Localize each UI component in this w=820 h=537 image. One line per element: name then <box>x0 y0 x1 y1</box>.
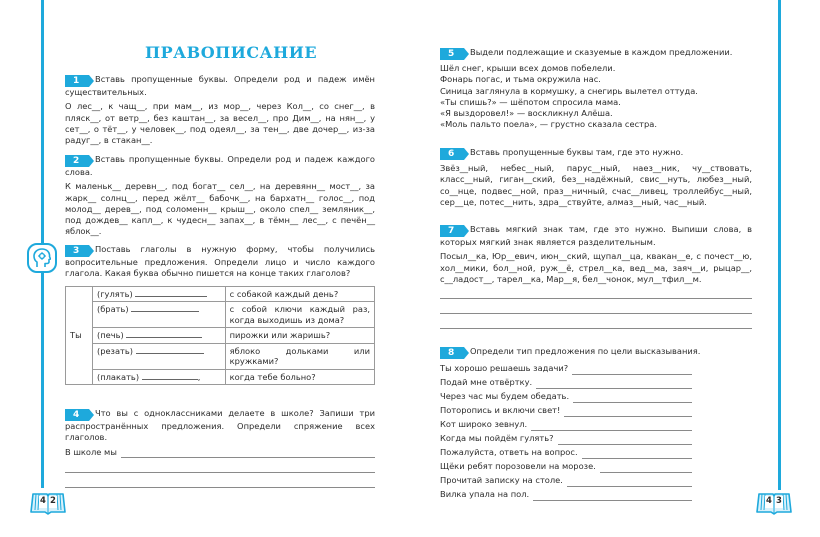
task-instruction: Вставь пропущенные буквы там, где это нужно. <box>470 147 684 157</box>
sentence: Синица заглянула в кормушку, а снегирь вылетел оттуда. <box>440 85 698 96</box>
task-number-badge: 4 <box>65 409 89 421</box>
verb-table <box>65 286 375 386</box>
task-7 <box>440 224 752 329</box>
task-number-badge: 8 <box>440 347 464 359</box>
table-row <box>66 343 375 369</box>
answer-blank[interactable] <box>572 366 692 375</box>
answer-blank[interactable] <box>564 408 692 417</box>
sentence-row[interactable]: Щёки ребят порозовели на морозе. <box>440 459 692 473</box>
page-number-digit: 3 <box>776 496 782 506</box>
sentence-list <box>440 361 692 501</box>
task-instruction: Выдели подлежащие и сказуемые в каждом предложении. <box>470 47 733 57</box>
task-instruction: Вставь пропущенные буквы. Определи род и падеж имён существительных. <box>65 74 375 97</box>
table-row <box>66 302 375 328</box>
answer-blank[interactable] <box>533 492 692 501</box>
answer-blank[interactable] <box>573 394 692 403</box>
answer-blank[interactable] <box>135 289 207 297</box>
task-text: Звёз__ный, небес__ный, парус__ный, наез__ник, чу__ствовать, класс__ный, гиган__ский, без__надёжный, свис__нуть, любез__ный, со__нце, подвес__ной, праз__ничный, счас__ливец, троллейбус__ный, сер__це, потес__нить, здра__ствуйте, алмаз__ный, час__ный. <box>440 163 752 207</box>
answer-blank[interactable] <box>582 450 692 459</box>
sentence-row[interactable]: Через час мы будем обедать. <box>440 389 692 403</box>
answer-line[interactable] <box>440 316 752 329</box>
sentence: «Я выздоровел!» — воскликнул Алёша. <box>440 108 613 119</box>
task-instruction: Определи тип предложения по цели высказывания. <box>470 346 701 356</box>
task-instruction: Поставь глаголы в нужную форму, чтобы получились вопросительные предложения. Определи лицо и число каждого глагола. Какая буква обычно пишется на конце таких глаголов? <box>65 244 375 279</box>
task-text: О лес__, к чащ__, при мам__, из мор__, через Кол__, со снег__, в пляск__, от ветр__, без каштан__, за весел__, про Дим__, на нян__, у сет__, о тёт__, у человек__, под одеял__, за тен__, две дочер__, из-за радуг__, в стакан__. <box>65 101 375 146</box>
continuation-cell: яблоко дольками или кружками? <box>225 343 374 369</box>
sentence-row[interactable]: Прочитай записку на столе. <box>440 473 692 487</box>
answer-line[interactable] <box>65 447 375 458</box>
task-5 <box>440 47 752 131</box>
sentence-row[interactable]: Кот широко зевнул. <box>440 417 692 431</box>
task-number-badge: 3 <box>65 245 89 257</box>
task-8 <box>440 346 701 501</box>
page-title: ПРАВОПИСАНИЕ <box>145 43 318 62</box>
verb-cell: (брать) <box>92 302 225 328</box>
verb-cell: (плакать) , <box>92 369 225 385</box>
answer-line[interactable] <box>440 301 752 314</box>
answer-blank[interactable] <box>567 478 692 487</box>
answer-blank[interactable] <box>142 372 198 380</box>
page-number-digit: 4 <box>766 496 772 506</box>
task-number-badge: 7 <box>440 225 464 237</box>
task-6 <box>440 147 752 208</box>
task-number-badge: 5 <box>440 48 464 60</box>
sentence-row[interactable]: Ты хорошо решаешь задачи? <box>440 361 692 375</box>
answer-blank[interactable] <box>600 464 692 473</box>
continuation-cell: с собой ключи каждый раз, когда выходишь из дома? <box>225 302 374 328</box>
task-number-badge: 1 <box>65 75 89 87</box>
answer-prompt: В школе мы <box>65 446 117 457</box>
task-sentences <box>440 63 752 131</box>
answer-blank[interactable] <box>531 422 692 431</box>
page-number-book <box>30 491 66 517</box>
sentence-row[interactable]: Пожалуйста, ответь на вопрос. <box>440 445 692 459</box>
verb-cell: (гулять) <box>92 286 225 302</box>
task-4 <box>65 408 375 488</box>
verb-cell: (печь) <box>92 328 225 344</box>
task-instruction: Что вы с одноклассниками делаете в школе? Запиши три распространённых предложения. Определи спряжение всех глаголов. <box>65 408 375 443</box>
sentence-row[interactable]: Поторопись и включи свет! <box>440 403 692 417</box>
continuation-cell: с собакой каждый день? <box>225 286 374 302</box>
task-text: К маленьк__ деревн__, под богат__ сел__, на деревянн__ мост__, за жарк__ солнц__, перед жёлт__ бабочк__, на бархатн__ голос__, под молод__ дерев__, под соломенн__ крыш__, около спел__ земляник__, под дождев__ капл__, к чудесн__ запах__, в тёмн__ лес__, с печён__ яблок__. <box>65 181 375 237</box>
sentence: «Моль пальто поела», — грустно сказала сестра. <box>440 119 657 130</box>
answer-blank[interactable] <box>126 330 202 338</box>
table-row <box>66 286 375 302</box>
head-gear-icon <box>27 243 57 273</box>
answer-blank[interactable] <box>131 304 199 312</box>
answer-blank[interactable] <box>558 436 692 445</box>
task-instruction: Вставь пропущенные буквы. Определи род и падеж каждого слова. <box>65 154 375 177</box>
page-number-digit: 4 <box>40 496 46 506</box>
task-number-badge: 6 <box>440 148 464 160</box>
answer-line[interactable] <box>440 286 752 299</box>
continuation-cell: когда тебе больно? <box>225 369 374 385</box>
answer-line[interactable] <box>65 460 375 473</box>
table-row <box>66 369 375 385</box>
table-row <box>66 328 375 344</box>
task-text: Посыл__ка, Юр__евич, июн__ский, щупал__ца, квакан__е, с почест__ю, хол__мики, бол__ной, руж__ё, стрел__ка, вед__ма, заяч__и, рыцар__, с__ладост__, тарел__ка, Мар__я, бел__чонок, мул__тфил__м. <box>440 251 752 284</box>
verb-cell: (резать) <box>92 343 225 369</box>
task-2 <box>65 154 375 238</box>
task-1 <box>65 74 375 146</box>
continuation-cell: пирожки или жаришь? <box>225 328 374 344</box>
page-number-book <box>756 491 792 517</box>
answer-blank[interactable] <box>536 380 692 389</box>
sentence-row[interactable]: Когда мы пойдём гулять? <box>440 431 692 445</box>
sentence-row[interactable]: Вилка упала на пол. <box>440 487 692 501</box>
task-3 <box>65 244 375 385</box>
answer-blank[interactable] <box>136 346 204 354</box>
task-number-badge: 2 <box>65 155 89 167</box>
right-margin-rule <box>778 0 781 490</box>
sentence: Шёл снег, крыши всех домов побелели. <box>440 63 616 73</box>
answer-line[interactable] <box>65 475 375 488</box>
pronoun-cell: Ты <box>66 286 93 385</box>
sentence-row[interactable]: Подай мне отвёртку. <box>440 375 692 389</box>
sentence: Фонарь погас, и тьма окружила нас. <box>440 74 601 85</box>
page-number-digit: 2 <box>50 496 56 506</box>
sentence: «Ты спишь?» — шёпотом спросила мама. <box>440 96 621 107</box>
task-instruction: Вставь мягкий знак там, где это нужно. Выпиши слова, в которых мягкий знак является разделительным. <box>440 224 752 247</box>
